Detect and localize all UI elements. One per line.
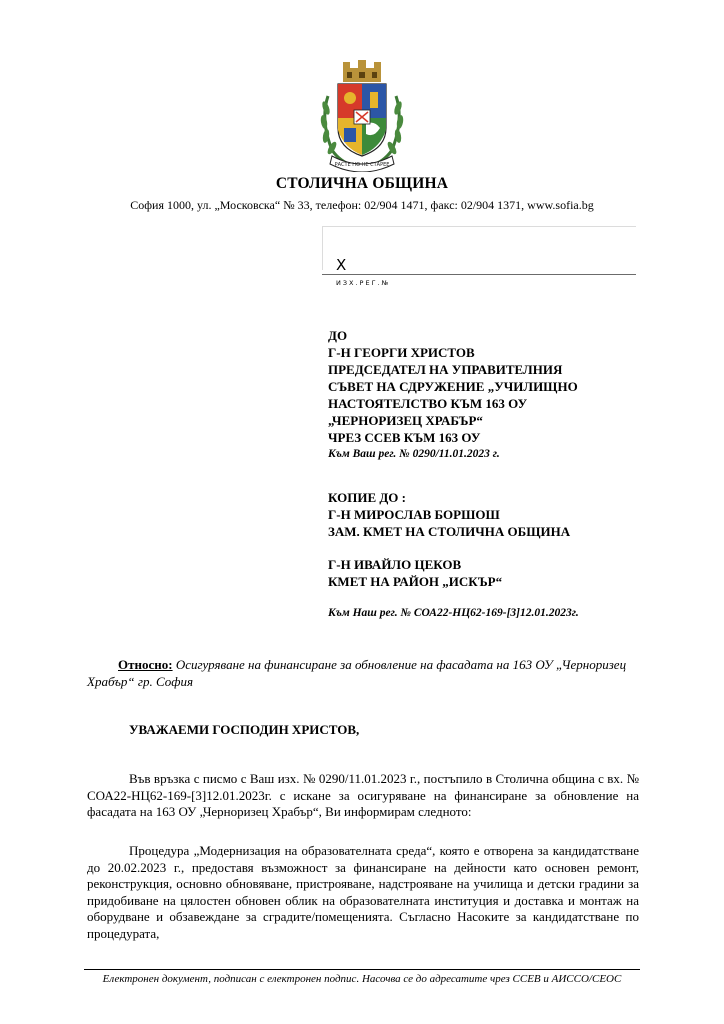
- footer-note: Електронен документ, подписан с електронен подпис. Насочва се до адресатите чрез ССЕВ и АИССО/СЕОС: [102, 973, 622, 985]
- recipient-line: Г-Н ГЕОРГИ ХРИСТОВ: [328, 345, 475, 360]
- salutation: УВАЖАЕМИ ГОСПОДИН ХРИСТОВ,: [129, 722, 360, 737]
- registration-left-line: [322, 226, 323, 270]
- copies-second-block: [328, 556, 502, 590]
- copies-reference-block: [328, 605, 579, 622]
- copies-line: КОПИЕ ДО :: [328, 490, 406, 505]
- organization-address: София 1000, ул. „Московска“ № 33, телефон: 02/904 1471, факс: 02/904 1371, www.sofia.bg: [130, 198, 594, 212]
- recipient-line: ДО: [328, 328, 348, 343]
- organization-name: СТОЛИЧНА ОБЩИНА: [275, 175, 449, 192]
- registration-box: [322, 226, 636, 292]
- recipient-line: СЪВЕТ НА СДРУЖЕНИЕ „УЧИЛИЩНО: [328, 379, 578, 394]
- body-paragraph: Във връзка с писмо с Ваш изх. № 0290/11.01.2023 г., постъпило в Столична община с вх. № СОА22-НЦ62-169-[3]12.01.2023г. с искане за осигуряване на финансиране за обновление на фасадата на 163 ОУ „Черноризец Храбър“, Ви информирам следното:: [87, 771, 639, 820]
- recipient-line: „ЧЕРНОРИЗЕЦ ХРАБЪР“: [328, 413, 483, 428]
- registration-underline: [322, 274, 636, 275]
- sofia-coat-of-arms-icon: [314, 58, 410, 172]
- copies-line: Г-Н ИВАЙЛО ЦЕКОВ: [328, 557, 462, 572]
- subject: [87, 656, 639, 690]
- copies-line: ЗАМ. КМЕТ НА СТОЛИЧНА ОБЩИНА: [328, 524, 571, 539]
- subject-label: Относно:: [118, 657, 173, 672]
- crest-motto: РАСТЕ НО НЕ СТАРЕЕ: [334, 162, 390, 168]
- copies-line: Г-Н МИРОСЛАВ БОРШОШ: [328, 507, 500, 522]
- recipient-line: НАСТОЯТЕЛСТВО КЪМ 163 ОУ: [328, 396, 528, 411]
- recipient-line: ЧРЕЗ ССЕВ КЪМ 163 ОУ: [328, 430, 481, 445]
- copies-line: КМЕТ НА РАЙОН „ИСКЪР“: [328, 574, 503, 589]
- body-paragraph: Процедура „Модернизация на образователната среда“, която е отворена за кандидатстване до 20.02.2023 г., предоставя възможност за финансиране на дейности като основен ремонт, реконструкция, основно обновяване, пристрояване, надстрояване на училища и детски градини за придобиване на цялостен обновен облик на образователната институция и доставка и монтаж на оборудване и обзавеждане за сградите/помещенията. Съгласно Насоките за кандидатстване по процедурата,: [87, 843, 639, 941]
- recipient-block: [328, 327, 578, 463]
- copies-reference: Към Наш рег. № СОА22-НЦ62-169-[3]12.01.2023г.: [328, 607, 579, 619]
- registration-top-line: [322, 226, 636, 227]
- footer-divider: [84, 969, 640, 970]
- registration-mark: X: [336, 256, 347, 274]
- copies-block: [328, 489, 570, 540]
- registration-caption: ИЗХ.РЕГ.№: [336, 279, 391, 287]
- subject-text: Осигуряване на финансиране за обновление на фасадата на 163 ОУ „Черноризец Храбър“ гр. София: [87, 657, 627, 689]
- recipient-reference: Към Ваш рег. № 0290/11.01.2023 г.: [328, 448, 500, 460]
- recipient-line: ПРЕДСЕДАТЕЛ НА УПРАВИТЕЛНИЯ: [328, 362, 563, 377]
